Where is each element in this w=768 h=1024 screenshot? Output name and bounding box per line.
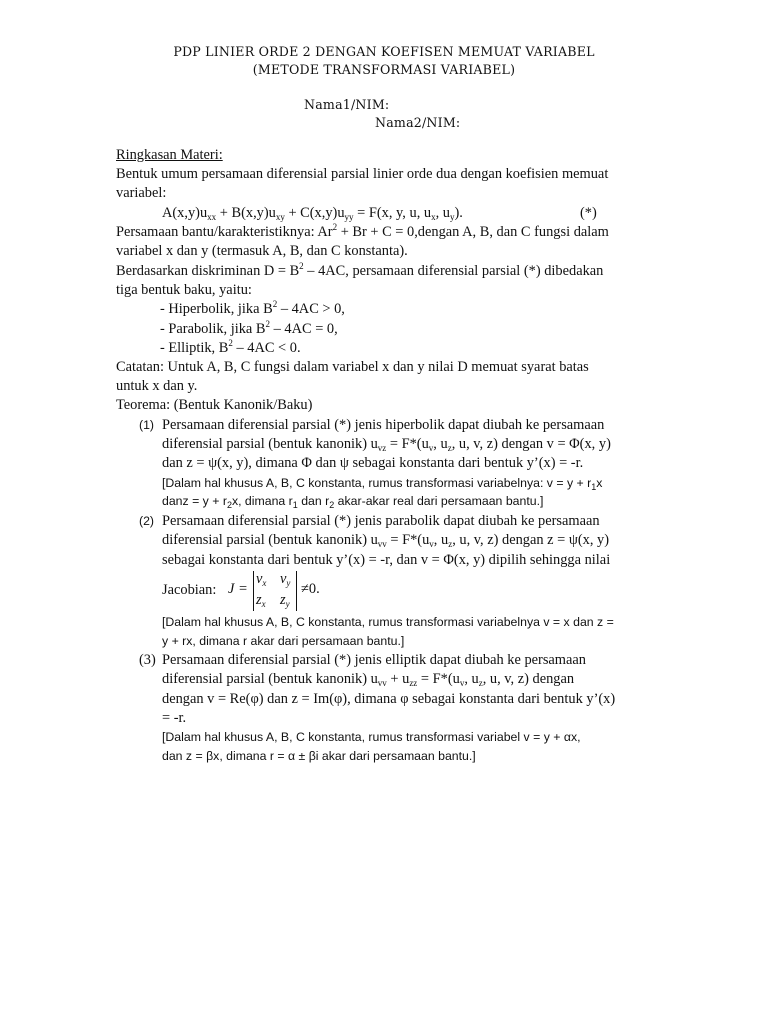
summary-line: Bentuk umum persamaan diferensial parsial linier orde dua dengan koefisien memuat xyxy=(116,166,609,182)
theorem-heading: Teorema: (Bentuk Kanonik/Baku) xyxy=(116,397,313,413)
item-number: (3) xyxy=(139,652,156,668)
nama2-field: Nama2/NIM: xyxy=(375,115,461,130)
note-line: Catatan: Untuk A, B, C fungsi dalam variabel x dan y nilai D memuat syarat batas xyxy=(116,359,589,375)
summary-line: variabel: xyxy=(116,185,167,201)
equation-label: (*) xyxy=(580,205,597,221)
item3-line: Persamaan diferensial parsial (*) jenis elliptik dapat diubah ke persamaan xyxy=(162,652,586,668)
document-subtitle: (METODE TRANSFORMASI VARIABEL) xyxy=(252,62,516,77)
item3-line: dengan v = Re(φ) dan z = Im(φ), dimana φ sebagai konstanta dari bentuk y’(x) xyxy=(162,691,616,707)
general-equation: $A(x,y)u_{xx} + B(x,y)u_{xy} + C(x,y)u_{yy} = F(x$, y, u, $u_x$, $u_y$). xyxy=(162,205,463,222)
case-parabolic: - Parabolik, jika $B^2 - 4AC = 0$, xyxy=(160,319,338,337)
item-number: (1) xyxy=(139,418,155,432)
nama1-field: Nama1/NIM: xyxy=(304,97,390,112)
summary-line: variabel x dan y (termasuk A, B, dan C konstanta). xyxy=(116,243,408,259)
item-number: (2) xyxy=(139,514,155,528)
case-elliptic: - Elliptik, $B^2 - 4AC < 0$. xyxy=(160,338,301,356)
item1-line: Persamaan diferensial parsial (*) jenis hiperbolik dapat diubah ke persamaan xyxy=(162,417,605,433)
item3-note: [Dalam hal khusus A, B, C konstanta, rumus transformasi variabel v = y + αx, xyxy=(162,730,581,744)
item3-line: diferensial parsial (bentuk kanonik) $u_{vv} + u_{zz} = F*(u_v$, $u_z$, u, v, z) dengan xyxy=(162,671,575,688)
item1-line: dan z = ψ(x, y), dimana Φ dan ψ sebagai konstanta dari bentuk y’(x) = -r. xyxy=(162,455,584,471)
jacobian-label: Jacobian: xyxy=(162,582,217,598)
item2-note: [Dalam hal khusus A, B, C konstanta, rumus transformasi variabelnya v = x dan z = xyxy=(162,615,614,629)
item2-line: sebagai konstanta dari bentuk y’(x) = -r, dan v = Φ(x, y) dipilih sehingga nilai xyxy=(162,552,611,568)
item1-note: danz = $y + r_2x$, dimana $r_1$ dan $r_2$ akar-akar real dari persamaan bantu.] xyxy=(162,494,544,510)
item2-line: Persamaan diferensial parsial (*) jenis parabolik dapat diubah ke persamaan xyxy=(162,513,600,529)
item1-line: diferensial parsial (bentuk kanonik) $u_{vz} = F*(u_v$, $u_z$, u, v, z) dengan v = Φ(x, y) xyxy=(162,436,611,453)
summary-line: tiga bentuk baku, yaitu: xyxy=(116,282,252,298)
item2-line: diferensial parsial (bentuk kanonik) $u_{vv} = F*(u_v$, $u_z$, u, v, z) dengan z = ψ(x, y) xyxy=(162,532,610,549)
item3-line: = -r. xyxy=(162,710,187,726)
summary-line: Persamaan bantu/karakteristiknya: $Ar^2 + Br + C$ = 0,dengan A, B, dan C fungsi dalam xyxy=(116,222,609,240)
document-title: PDP LINIER ORDE 2 DENGAN KOEFISEN MEMUAT VARIABEL xyxy=(173,44,595,59)
item1-note: [Dalam hal khusus A, B, C konstanta, rumus transformasi variabelnya: $v = y + r_1x$ xyxy=(162,476,603,492)
item3-note: dan z = βx, dimana r = α ± βi akar dari persamaan bantu.] xyxy=(162,749,476,763)
summary-line: Berdasarkan diskriminan $D = B^2 - 4AC$, persamaan diferensial parsial (*) dibedakan xyxy=(116,261,604,279)
case-hyperbolic: - Hiperbolik, jika $B^2 - 4AC > 0$, xyxy=(160,299,345,317)
item2-note: y + rx, dimana r akar dari persamaan bantu.] xyxy=(162,634,405,648)
note-line: untuk x dan y. xyxy=(116,378,198,394)
section-heading: Ringkasan Materi: xyxy=(116,147,223,163)
jacobian-determinant: J = $v_x$ $v_y$ $z_x$ $z_y$ ≠0. xyxy=(228,571,320,609)
